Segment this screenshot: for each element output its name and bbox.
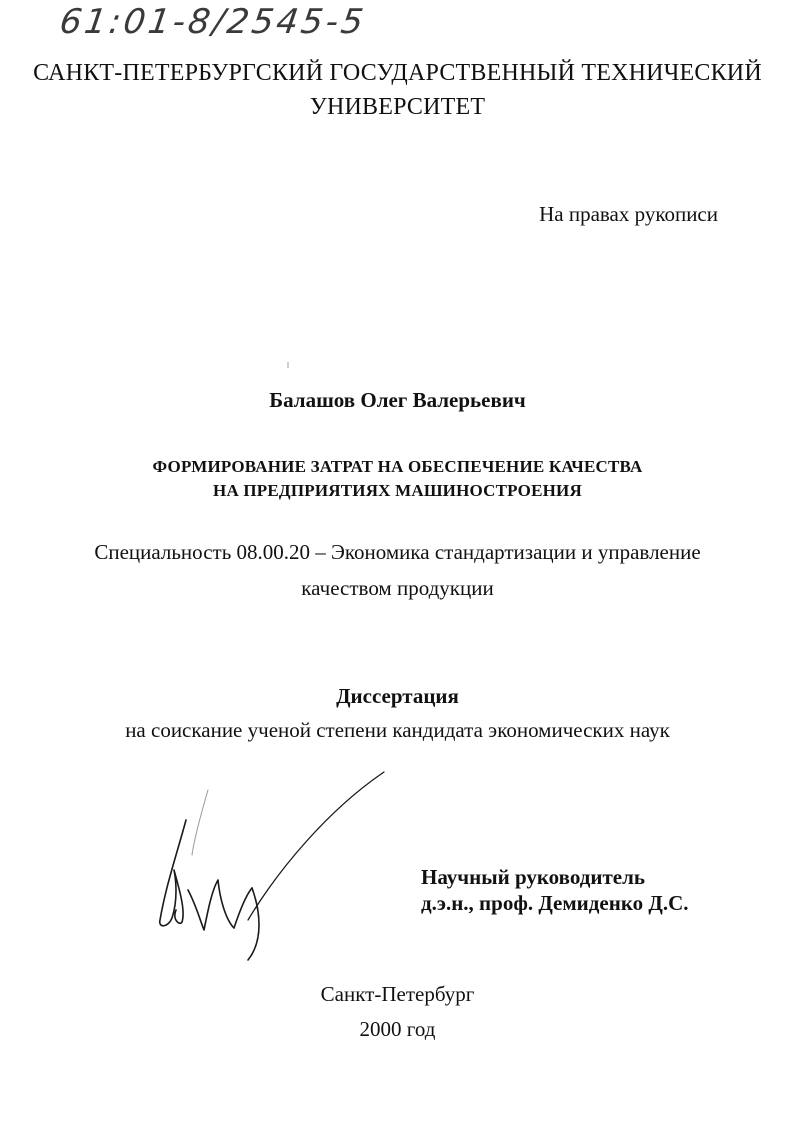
specialty-line2: качеством продукции: [301, 576, 494, 600]
scan-speck: [287, 362, 289, 368]
dissertation-description: на соискание ученой степени кандидата экономических наук: [125, 718, 670, 742]
university-name-line1: САНКТ-ПЕТЕРБУРГСКИЙ ГОСУДАРСТВЕННЫЙ ТЕХНИЧЕСКИЙ: [33, 60, 762, 86]
city: Санкт-Петербург: [320, 982, 475, 1006]
archive-code: 61:01-8/2545-5: [57, 2, 369, 42]
thesis-title-line1: ФОРМИРОВАНИЕ ЗАТРАТ НА ОБЕСПЕЧЕНИЕ КАЧЕСТВА: [152, 457, 643, 476]
signature-icon: [148, 770, 398, 970]
specialty-line1: Специальность 08.00.20 – Экономика стандартизации и управление: [94, 540, 701, 564]
author-name: Балашов Олег Валерьевич: [269, 388, 526, 412]
advisor-label: Научный руководитель: [421, 865, 645, 889]
rights-notice: На правах рукописи: [539, 202, 718, 226]
dissertation-label: Диссертация: [336, 684, 459, 708]
university-name-line2: УНИВЕРСИТЕТ: [309, 94, 486, 120]
thesis-title-line2: НА ПРЕДПРИЯТИЯХ МАШИНОСТРОЕНИЯ: [213, 481, 582, 500]
year: 2000 год: [359, 1017, 436, 1041]
advisor-name: д.э.н., проф. Демиденко Д.С.: [421, 891, 689, 915]
